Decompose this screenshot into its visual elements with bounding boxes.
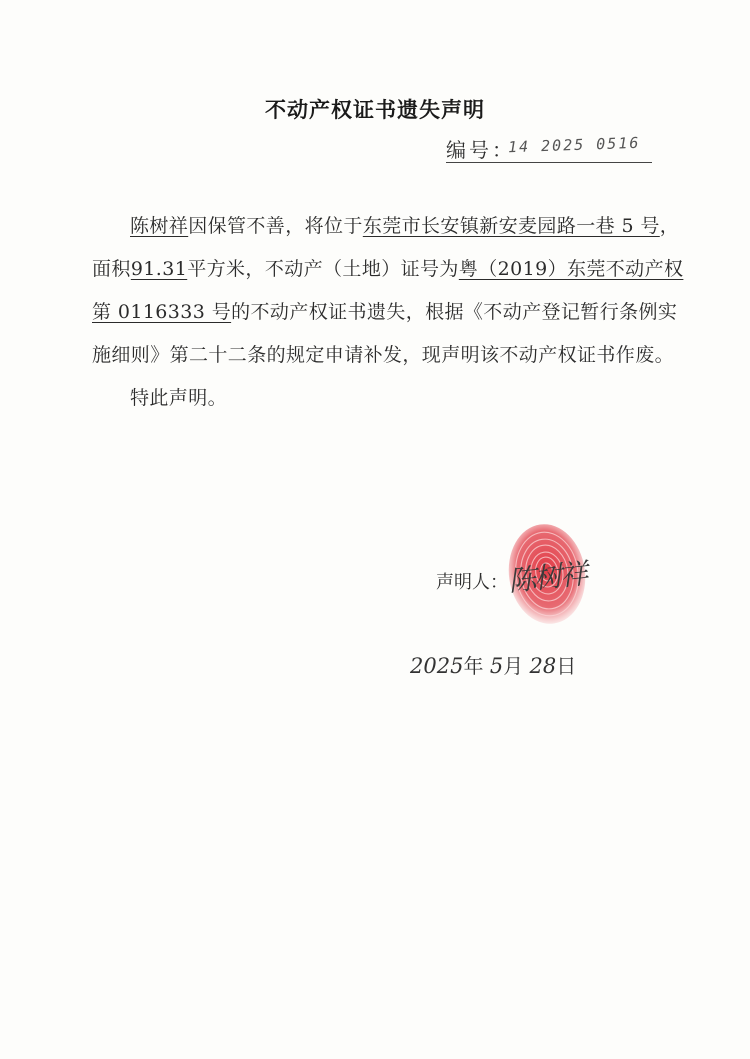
date-year-unit: 年 — [463, 654, 484, 678]
closing-paragraph: 特此声明。 — [130, 387, 228, 409]
property-address: 东莞市长安镇新安麦园路一巷 5 号 — [362, 215, 660, 237]
document-title: 不动产权证书遗失声明 — [265, 98, 485, 122]
certificate-number: 粤（2019）东莞不动产权第 0116333 号 — [92, 258, 684, 323]
serial-number-line — [446, 134, 652, 163]
text-segment: ，面积 — [92, 215, 680, 280]
date-month: 5 — [489, 654, 504, 678]
text-segment: 的不动产权证书遗失，根据《不动产登记暂行条例实施细则》第二十二条的规定申请补发，现声明该不动产权证书作废。 — [92, 301, 678, 366]
declaration-paragraph — [92, 205, 692, 377]
text-segment: 平方米，不动产（土地）证号为 — [187, 258, 459, 280]
date-day: 28 — [529, 654, 557, 678]
date-day-unit: 日 — [556, 654, 577, 678]
declarant-label: 声明人： — [436, 572, 508, 593]
date-year: 2025 — [410, 654, 464, 678]
serial-number-handwritten: 14 2025 0516 — [507, 133, 641, 157]
text-segment: 因保管不善，将位于 — [188, 215, 363, 237]
handwritten-signature: 陈树祥 — [506, 557, 588, 598]
date-month-unit: 月 — [503, 654, 524, 678]
property-area: 91.31 — [130, 258, 188, 280]
declaration-body — [92, 205, 692, 420]
declaration-date — [410, 650, 576, 679]
owner-name: 陈树祥 — [130, 215, 189, 237]
serial-label: 编号： — [446, 138, 515, 162]
